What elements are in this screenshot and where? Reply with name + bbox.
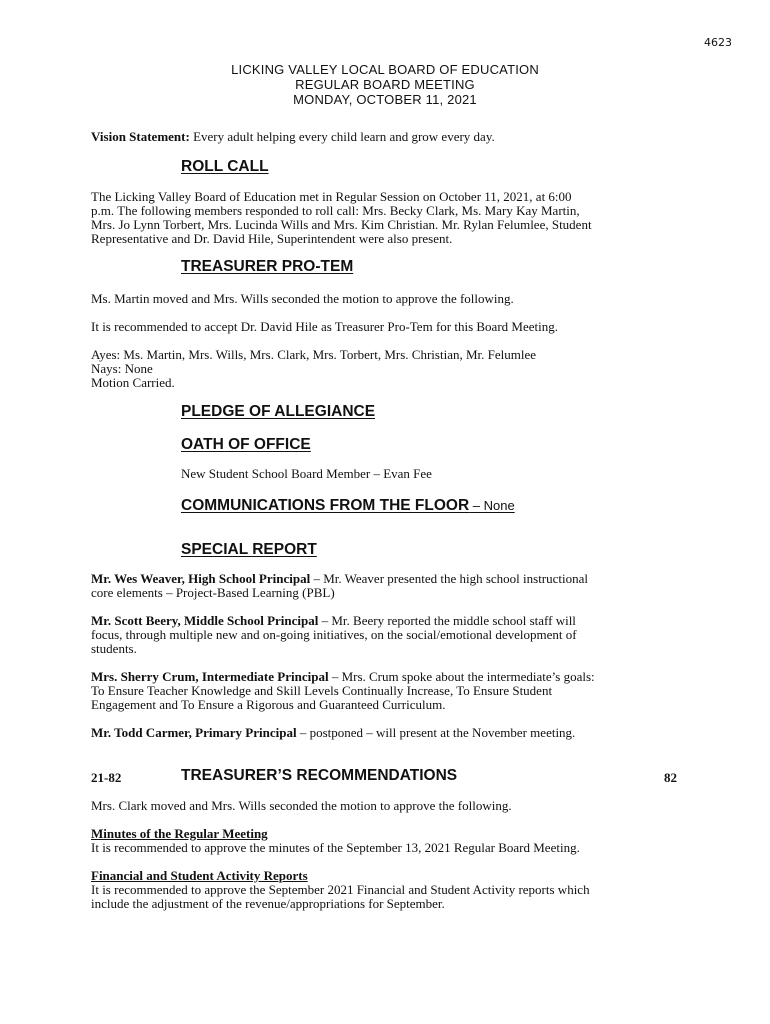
roll-call-line: Mrs. Jo Lynn Torbert, Mrs. Lucinda Wills and Mrs. Kim Christian. Mr. Rylan Felumlee, Student (91, 217, 592, 232)
special-report-entry (91, 670, 691, 712)
entry-name: Mr. Todd Carmer, Primary Principal (91, 725, 297, 740)
entry-line: – postponed – will present at the November meeting. (296, 725, 576, 740)
recommendation-line: It is recommended to approve the minutes of the September 13, 2021 Regular Board Meeting. (91, 840, 580, 855)
entry-line: core elements – Project-Based Learning (PBL) (91, 585, 335, 600)
recommendation-item (91, 827, 691, 855)
recommendation-line: It is recommended to approve the September 2021 Financial and Student Activity reports which (91, 882, 590, 897)
oath-text: New Student School Board Member – Evan Fee (181, 466, 432, 481)
document-header (0, 62, 770, 107)
entry-line: – Mr. Weaver presented the high school instructional (310, 571, 589, 586)
special-report-heading: SPECIAL REPORT (181, 541, 317, 558)
oath-heading: OATH OF OFFICE (181, 436, 311, 453)
roll-call-heading: ROLL CALL (181, 158, 269, 175)
vote-nays: Nays: None (91, 361, 153, 376)
resolution-number: 21-82 (91, 770, 122, 785)
treasurers-recommendations-heading: TREASURER’S RECOMMENDATIONS (181, 767, 458, 784)
header-board-name: LICKING VALLEY LOCAL BOARD OF EDUCATION (231, 62, 539, 77)
recommendation-item (91, 869, 691, 911)
entry-line: focus, through multiple new and on-going initiatives, on the social/emotional development of (91, 627, 577, 642)
recommendation-title: Minutes of the Regular Meeting (91, 826, 268, 841)
recommendations-motion: Mrs. Clark moved and Mrs. Wills seconded the motion to approve the following. (91, 798, 512, 813)
header-meeting-date: MONDAY, OCTOBER 11, 2021 (293, 92, 477, 107)
vote-number: 82 (664, 770, 677, 785)
vote-ayes: Ayes: Ms. Martin, Mrs. Wills, Mrs. Clark, Mrs. Torbert, Mrs. Christian, Mr. Felumlee (91, 347, 537, 362)
vote-result: Motion Carried. (91, 375, 175, 390)
entry-line: students. (91, 641, 137, 656)
roll-call-line: p.m. The following members responded to roll call: Mrs. Becky Clark, Ms. Mary Kay Martin, (91, 203, 580, 218)
entry-line: To Ensure Teacher Knowledge and Skill Levels Continually Increase, To Ensure Student (91, 683, 553, 698)
vision-statement (91, 130, 691, 144)
special-report-entry (91, 614, 691, 656)
recommendation-line: include the adjustment of the revenue/appropriations for September. (91, 896, 445, 911)
entry-name: Mr. Wes Weaver, High School Principal (91, 571, 311, 586)
communications-title: COMMUNICATIONS FROM THE FLOOR (181, 497, 470, 514)
roll-call-line: Representative and Dr. David Hile, Superintendent were also present. (91, 231, 453, 246)
header-meeting-type: REGULAR BOARD MEETING (295, 77, 475, 92)
pro-tem-motion: Ms. Martin moved and Mrs. Wills seconded the motion to approve the following. (91, 291, 514, 306)
communications-heading (181, 497, 515, 515)
entry-line: – Mr. Beery reported the middle school staff will (318, 613, 576, 628)
pledge-heading: PLEDGE OF ALLEGIANCE (181, 403, 376, 420)
treasurer-pro-tem-heading: TREASURER PRO-TEM (181, 258, 354, 275)
entry-line: – Mrs. Crum spoke about the intermediate’s goals: (328, 669, 595, 684)
communications-suffix: – None (469, 498, 515, 513)
special-report-entry (91, 572, 691, 600)
special-report-entry (91, 726, 691, 740)
vision-label: Vision Statement: (91, 129, 190, 144)
entry-name: Mr. Scott Beery, Middle School Principal (91, 613, 319, 628)
roll-call-paragraph (91, 190, 691, 246)
recommendation-title: Financial and Student Activity Reports (91, 868, 308, 883)
pro-tem-vote (91, 348, 691, 390)
page-number: 4623 (704, 36, 732, 49)
entry-line: Engagement and To Ensure a Rigorous and Guaranteed Curriculum. (91, 697, 446, 712)
vision-text: Every adult helping every child learn and grow every day. (189, 129, 495, 144)
entry-name: Mrs. Sherry Crum, Intermediate Principal (91, 669, 329, 684)
pro-tem-recommendation: It is recommended to accept Dr. David Hile as Treasurer Pro-Tem for this Board Meeting. (91, 319, 558, 334)
roll-call-line: The Licking Valley Board of Education met in Regular Session on October 11, 2021, at 6:00 (91, 189, 572, 204)
